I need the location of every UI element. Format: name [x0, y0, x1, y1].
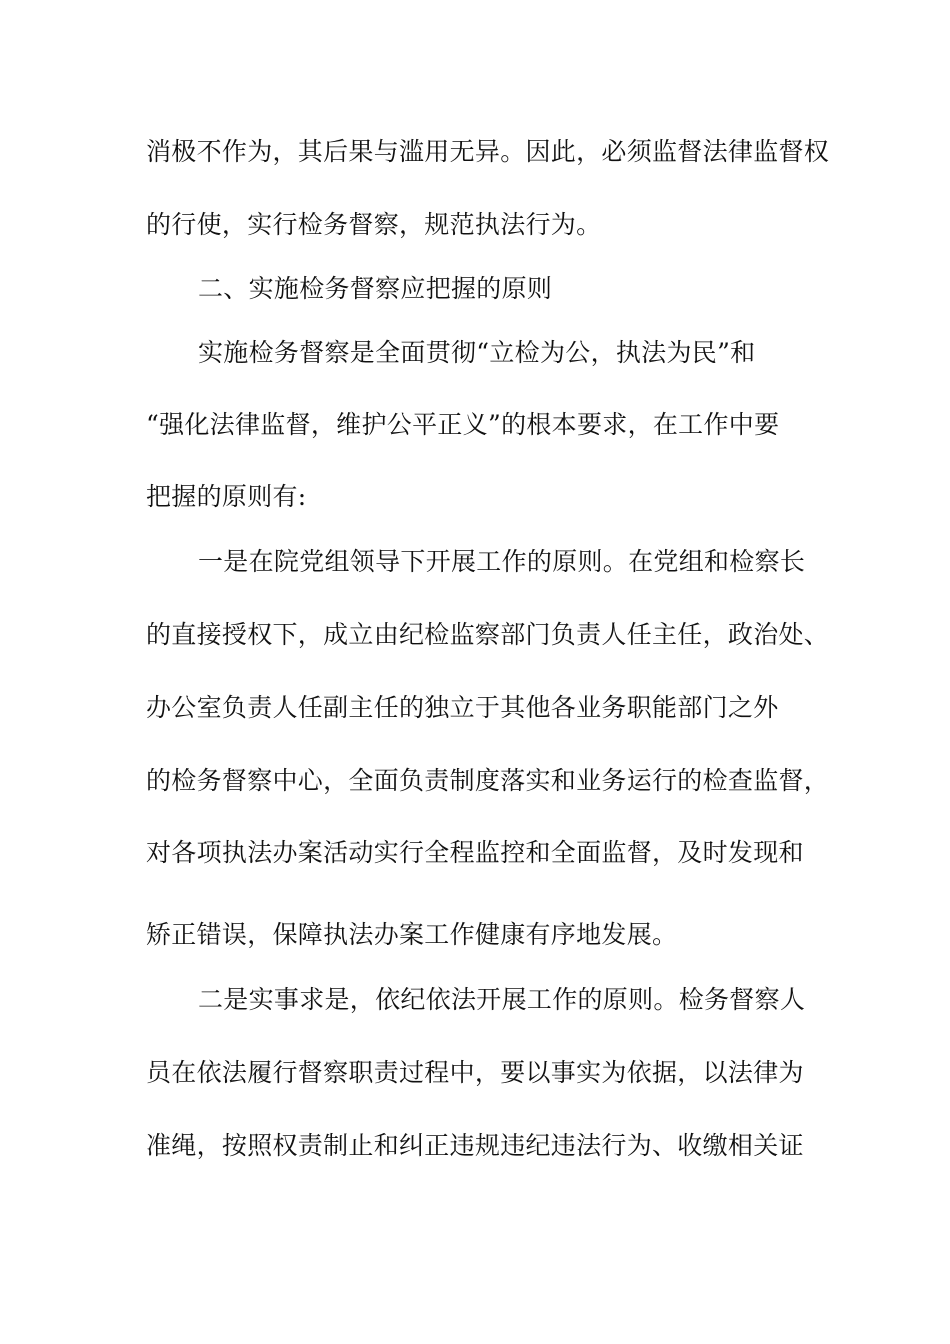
paragraph-start: 二是实事求是，依纪依法开展工作的原则。检务督察人 [198, 985, 806, 1014]
text-line: 消极不作为，其后果与滥用无异。因此，必须监督法律监督权 [146, 137, 830, 166]
section-heading: 二、实施检务督察应把握的原则 [198, 274, 553, 303]
paragraph-start: 一是在院党组领导下开展工作的原则。在党组和检察长 [198, 547, 806, 576]
text-line: 的检务督察中心，全面负责制度落实和业务运行的检查监督， [146, 766, 830, 795]
paragraph-start: 实施检务督察是全面贯彻“立检为公，执法为民”和 [198, 338, 756, 367]
text-line: 对各项执法办案活动实行全程监控和全面监督，及时发现和 [146, 838, 804, 867]
text-line: “强化法律监督，维护公平正义”的根本要求，在工作中要 [146, 410, 780, 439]
text-line: 的行使，实行检务督察，规范执法行为。 [146, 210, 602, 239]
text-line: 矫正错误，保障执法办案工作健康有序地发展。 [146, 920, 678, 949]
text-line: 准绳，按照权责制止和纠正违规违纪违法行为、收缴相关证 [146, 1131, 804, 1160]
text-line: 的直接授权下，成立由纪检监察部门负责人任主任，政治处、 [146, 620, 830, 649]
text-line: 把握的原则有: [146, 482, 307, 511]
text-line: 办公室负责人任副主任的独立于其他各业务职能部门之外 [146, 693, 779, 722]
text-line: 员在依法履行督察职责过程中，要以事实为依据，以法律为 [146, 1058, 804, 1087]
